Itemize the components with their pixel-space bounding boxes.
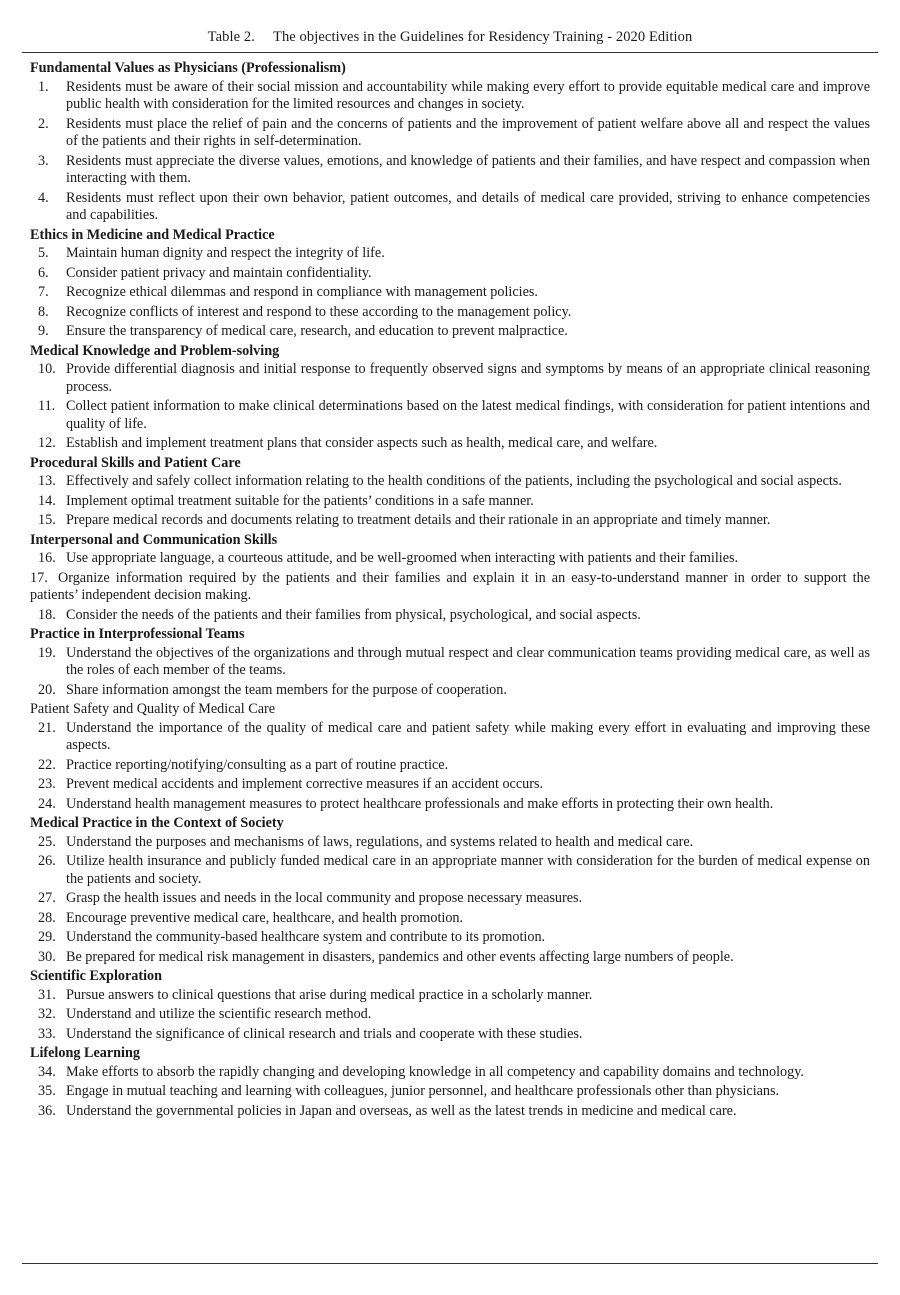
objective-item [30, 910, 870, 928]
item-number [30, 1083, 66, 1101]
objective-item [30, 1103, 870, 1121]
item-number-text: 34. [38, 1063, 56, 1080]
item-text: Pursue answers to clinical questions that arise during medical practice in a scholarly manner. [66, 986, 593, 1003]
item-number-text: 32. [38, 1006, 56, 1022]
item-number [30, 987, 66, 1005]
item-number-text: 6. [38, 264, 49, 281]
item-number-text: 28. [38, 909, 56, 926]
objective-item [30, 607, 870, 625]
item-number [30, 720, 66, 755]
item-number [30, 512, 66, 530]
item-number [30, 929, 66, 947]
item-number [30, 284, 66, 302]
item-number-text: 10. [38, 361, 56, 377]
item-number [30, 323, 66, 341]
item-number-text: 29. [38, 929, 56, 945]
objective-item [30, 987, 870, 1005]
objective-item [30, 398, 870, 433]
item-number-text: 4. [38, 189, 49, 206]
section-heading: Procedural Skills and Patient Care [30, 454, 241, 471]
item-text: Consider patient privacy and maintain confidentiality. [66, 264, 372, 281]
item-text: Prevent medical accidents and implement corrective measures if an accident occurs. [66, 776, 544, 792]
objective-item [30, 361, 870, 396]
item-text: Collect patient information to make clinical determinations based on the latest medical findings, with consideration for patient intentions and quality of life. [66, 398, 870, 432]
item-number [30, 1006, 66, 1024]
item-number-text: 13. [38, 473, 56, 489]
objective-item [30, 776, 870, 794]
item-text: Residents must place the relief of pain and the concerns of patients and the improvement of patient welfare above all and respect the values of the patients and their rights in self-determination. [66, 115, 870, 149]
objective-item [30, 796, 870, 814]
item-number-text: 1. [38, 78, 49, 95]
item-number [30, 890, 66, 908]
objective-item [30, 323, 870, 341]
item-number [30, 757, 66, 775]
item-number [30, 834, 66, 852]
item-number-text: 16. [38, 550, 56, 566]
item-text: Understand health management measures to protect healthcare professionals and make efforts in protecting their own health. [66, 795, 774, 812]
objective-item [30, 720, 870, 755]
section-heading: Ethics in Medicine and Medical Practice [30, 226, 275, 243]
item-number [30, 398, 66, 433]
item-text: Prepare medical records and documents relating to treatment details and their rationale in an appropriate and timely manner. [66, 512, 771, 528]
item-number-text: 20. [38, 681, 56, 698]
item-text: Effectively and safely collect information relating to the health conditions of the patients, including the psychological and social aspects. [66, 473, 842, 489]
item-text: Be prepared for medical risk management in disasters, pandemics and other events affecting large numbers of people. [66, 948, 734, 965]
objective-item [30, 116, 870, 151]
item-number [30, 435, 66, 453]
item-text: Encourage preventive medical care, healthcare, and health promotion. [66, 909, 464, 926]
item-number [30, 493, 66, 511]
item-number-text: 35. [38, 1083, 56, 1099]
objective-item [30, 245, 870, 263]
item-number-text: 12. [38, 435, 56, 451]
item-number-text: 18. [38, 606, 56, 623]
item-number-text: 23. [38, 776, 56, 792]
item-text: Establish and implement treatment plans that consider aspects such as health, medical care, and welfare. [66, 435, 658, 451]
item-number [30, 607, 66, 625]
section-heading: Medical Practice in the Context of Society [30, 815, 284, 831]
item-number-text: 8. [38, 303, 49, 320]
item-number-text: 31. [38, 986, 56, 1003]
item-number [30, 190, 66, 225]
objective-item [30, 435, 870, 453]
item-number-text: 5. [38, 245, 49, 261]
item-number [30, 1103, 66, 1121]
objective-item [30, 284, 870, 302]
objective-item [30, 190, 870, 225]
item-text: Organize information required by the patients and their families and explain it in an easy-to-understand manner in order to support the patients’ independent decision making. [30, 569, 870, 603]
item-number [30, 776, 66, 794]
item-number-text: 22. [38, 756, 56, 773]
objective-item [30, 550, 870, 568]
section-heading: Fundamental Values as Physicians (Professionalism) [30, 60, 346, 76]
section-heading: Interpersonal and Communication Skills [30, 531, 278, 548]
item-number [30, 682, 66, 700]
item-text: Understand the purposes and mechanisms of laws, regulations, and systems related to health and medical care. [66, 833, 694, 850]
objective-item [30, 473, 870, 491]
section-heading: Practice in Interprofessional Teams [30, 626, 245, 642]
item-number [30, 304, 66, 322]
objective-item [30, 512, 870, 530]
item-text: Engage in mutual teaching and learning with colleagues, junior personnel, and healthcare professionals other than physicians. [66, 1083, 780, 1099]
item-text: Maintain human dignity and respect the integrity of life. [66, 245, 385, 261]
item-number [30, 1064, 66, 1082]
objective-item [30, 1064, 870, 1082]
objective-item [30, 79, 870, 114]
item-number [30, 796, 66, 814]
objective-item [30, 645, 870, 680]
item-number [30, 1026, 66, 1044]
item-text: Residents must reflect upon their own behavior, patient outcomes, and details of medical care provided, striving to enhance competencies and capabilities. [66, 189, 870, 223]
item-text: Utilize health insurance and publicly funded medical care in an appropriate manner with consideration for the burden of medical expense on the patients and society. [66, 853, 870, 887]
item-number-text: 9. [38, 323, 49, 339]
item-text: Understand the significance of clinical research and trials and cooperate with these studies. [66, 1025, 583, 1042]
objective-item [30, 493, 870, 511]
item-number-text: 7. [38, 284, 49, 300]
item-text: Ensure the transparency of medical care, research, and education to prevent malpractice. [66, 323, 568, 339]
item-text: Practice reporting/notifying/consulting as a part of routine practice. [66, 756, 449, 773]
item-number [30, 116, 66, 151]
item-number-text: 36. [38, 1102, 56, 1119]
item-text: Share information amongst the team members for the purpose of cooperation. [66, 681, 507, 698]
objective-item [30, 757, 870, 775]
objective-item [30, 929, 870, 947]
objective-item [30, 682, 870, 700]
item-number-text: 27. [38, 890, 56, 906]
objective-item [30, 570, 870, 605]
item-number-text: 14. [38, 492, 56, 509]
section-heading: Patient Safety and Quality of Medical Care [30, 701, 276, 717]
item-number-text: 19. [38, 644, 56, 661]
item-number [30, 949, 66, 967]
item-number [30, 853, 66, 888]
item-number [30, 550, 66, 568]
table-caption: Table 2. The objectives in the Guidelines for Residency Training - 2020 Edition [207, 29, 693, 45]
item-text: Consider the needs of the patients and their families from physical, psychological, and social aspects. [66, 606, 641, 623]
item-number [30, 245, 66, 263]
item-number-text: 3. [38, 152, 49, 169]
item-number-text: 33. [38, 1025, 56, 1042]
item-number [30, 153, 66, 188]
item-number-text: 17. [30, 569, 48, 586]
section-heading: Medical Knowledge and Problem-solving [30, 342, 280, 359]
item-number-text: 11. [38, 398, 56, 414]
objective-item [30, 834, 870, 852]
item-number [30, 361, 66, 396]
objective-item [30, 304, 870, 322]
item-text: Grasp the health issues and needs in the local community and propose necessary measures. [66, 890, 583, 906]
top-rule [22, 52, 878, 53]
section-heading: Scientific Exploration [30, 968, 163, 984]
item-text: Recognize conflicts of interest and respond to these according to the management policy. [66, 303, 572, 320]
section-heading: Lifelong Learning [30, 1045, 140, 1061]
item-text: Understand the governmental policies in Japan and overseas, as well as the latest trends in medicine and medical care. [66, 1102, 737, 1119]
item-number [30, 645, 66, 680]
item-text: Make efforts to absorb the rapidly changing and developing knowledge in all competency and capability domains and technology. [66, 1063, 804, 1080]
objective-item [30, 949, 870, 967]
item-number-text: 21. [38, 719, 56, 736]
objective-item [30, 890, 870, 908]
item-text: Residents must be aware of their social mission and accountability while making every effort to provide equitable medical care and improve public health with consideration for the limited resources and changes in society. [66, 78, 870, 112]
item-text: Understand the importance of the quality of medical care and patient safety while making every effort in evaluating and improving these aspects. [66, 719, 870, 753]
item-text: Use appropriate language, a courteous attitude, and be well-groomed when interacting with patients and their families. [66, 550, 739, 566]
objective-item [30, 1026, 870, 1044]
item-text: Provide differential diagnosis and initial response to frequently observed signs and symptoms by means of an appropriate clinical reasoning process. [66, 361, 870, 395]
objectives-table [30, 58, 870, 1122]
item-number [30, 265, 66, 283]
item-number-text: 25. [38, 833, 56, 850]
objective-item [30, 853, 870, 888]
objective-item [30, 1083, 870, 1101]
item-number [30, 910, 66, 928]
item-text: Understand the community-based healthcare system and contribute to its promotion. [66, 929, 546, 945]
item-text: Understand and utilize the scientific research method. [66, 1006, 372, 1022]
item-number-text: 30. [38, 948, 56, 965]
item-text: Understand the objectives of the organizations and through mutual respect and clear communication teams providing medical care, as well as the roles of each member of the teams. [66, 644, 870, 678]
item-number-text: 2. [38, 115, 49, 132]
objective-item [30, 1006, 870, 1024]
objective-item [30, 153, 870, 188]
item-text: Implement optimal treatment suitable for the patients’ conditions in a safe manner. [66, 492, 534, 509]
item-number-text: 24. [38, 795, 56, 812]
item-number-text: 15. [38, 512, 56, 528]
item-number [30, 473, 66, 491]
item-number [30, 79, 66, 114]
bottom-rule [22, 1263, 878, 1264]
objective-item [30, 265, 870, 283]
item-text: Recognize ethical dilemmas and respond in compliance with management policies. [66, 284, 538, 300]
item-number-text: 26. [38, 853, 56, 869]
item-text: Residents must appreciate the diverse values, emotions, and knowledge of patients and their families, and have respect and compassion when interacting with them. [66, 152, 870, 186]
item-number [30, 570, 58, 586]
